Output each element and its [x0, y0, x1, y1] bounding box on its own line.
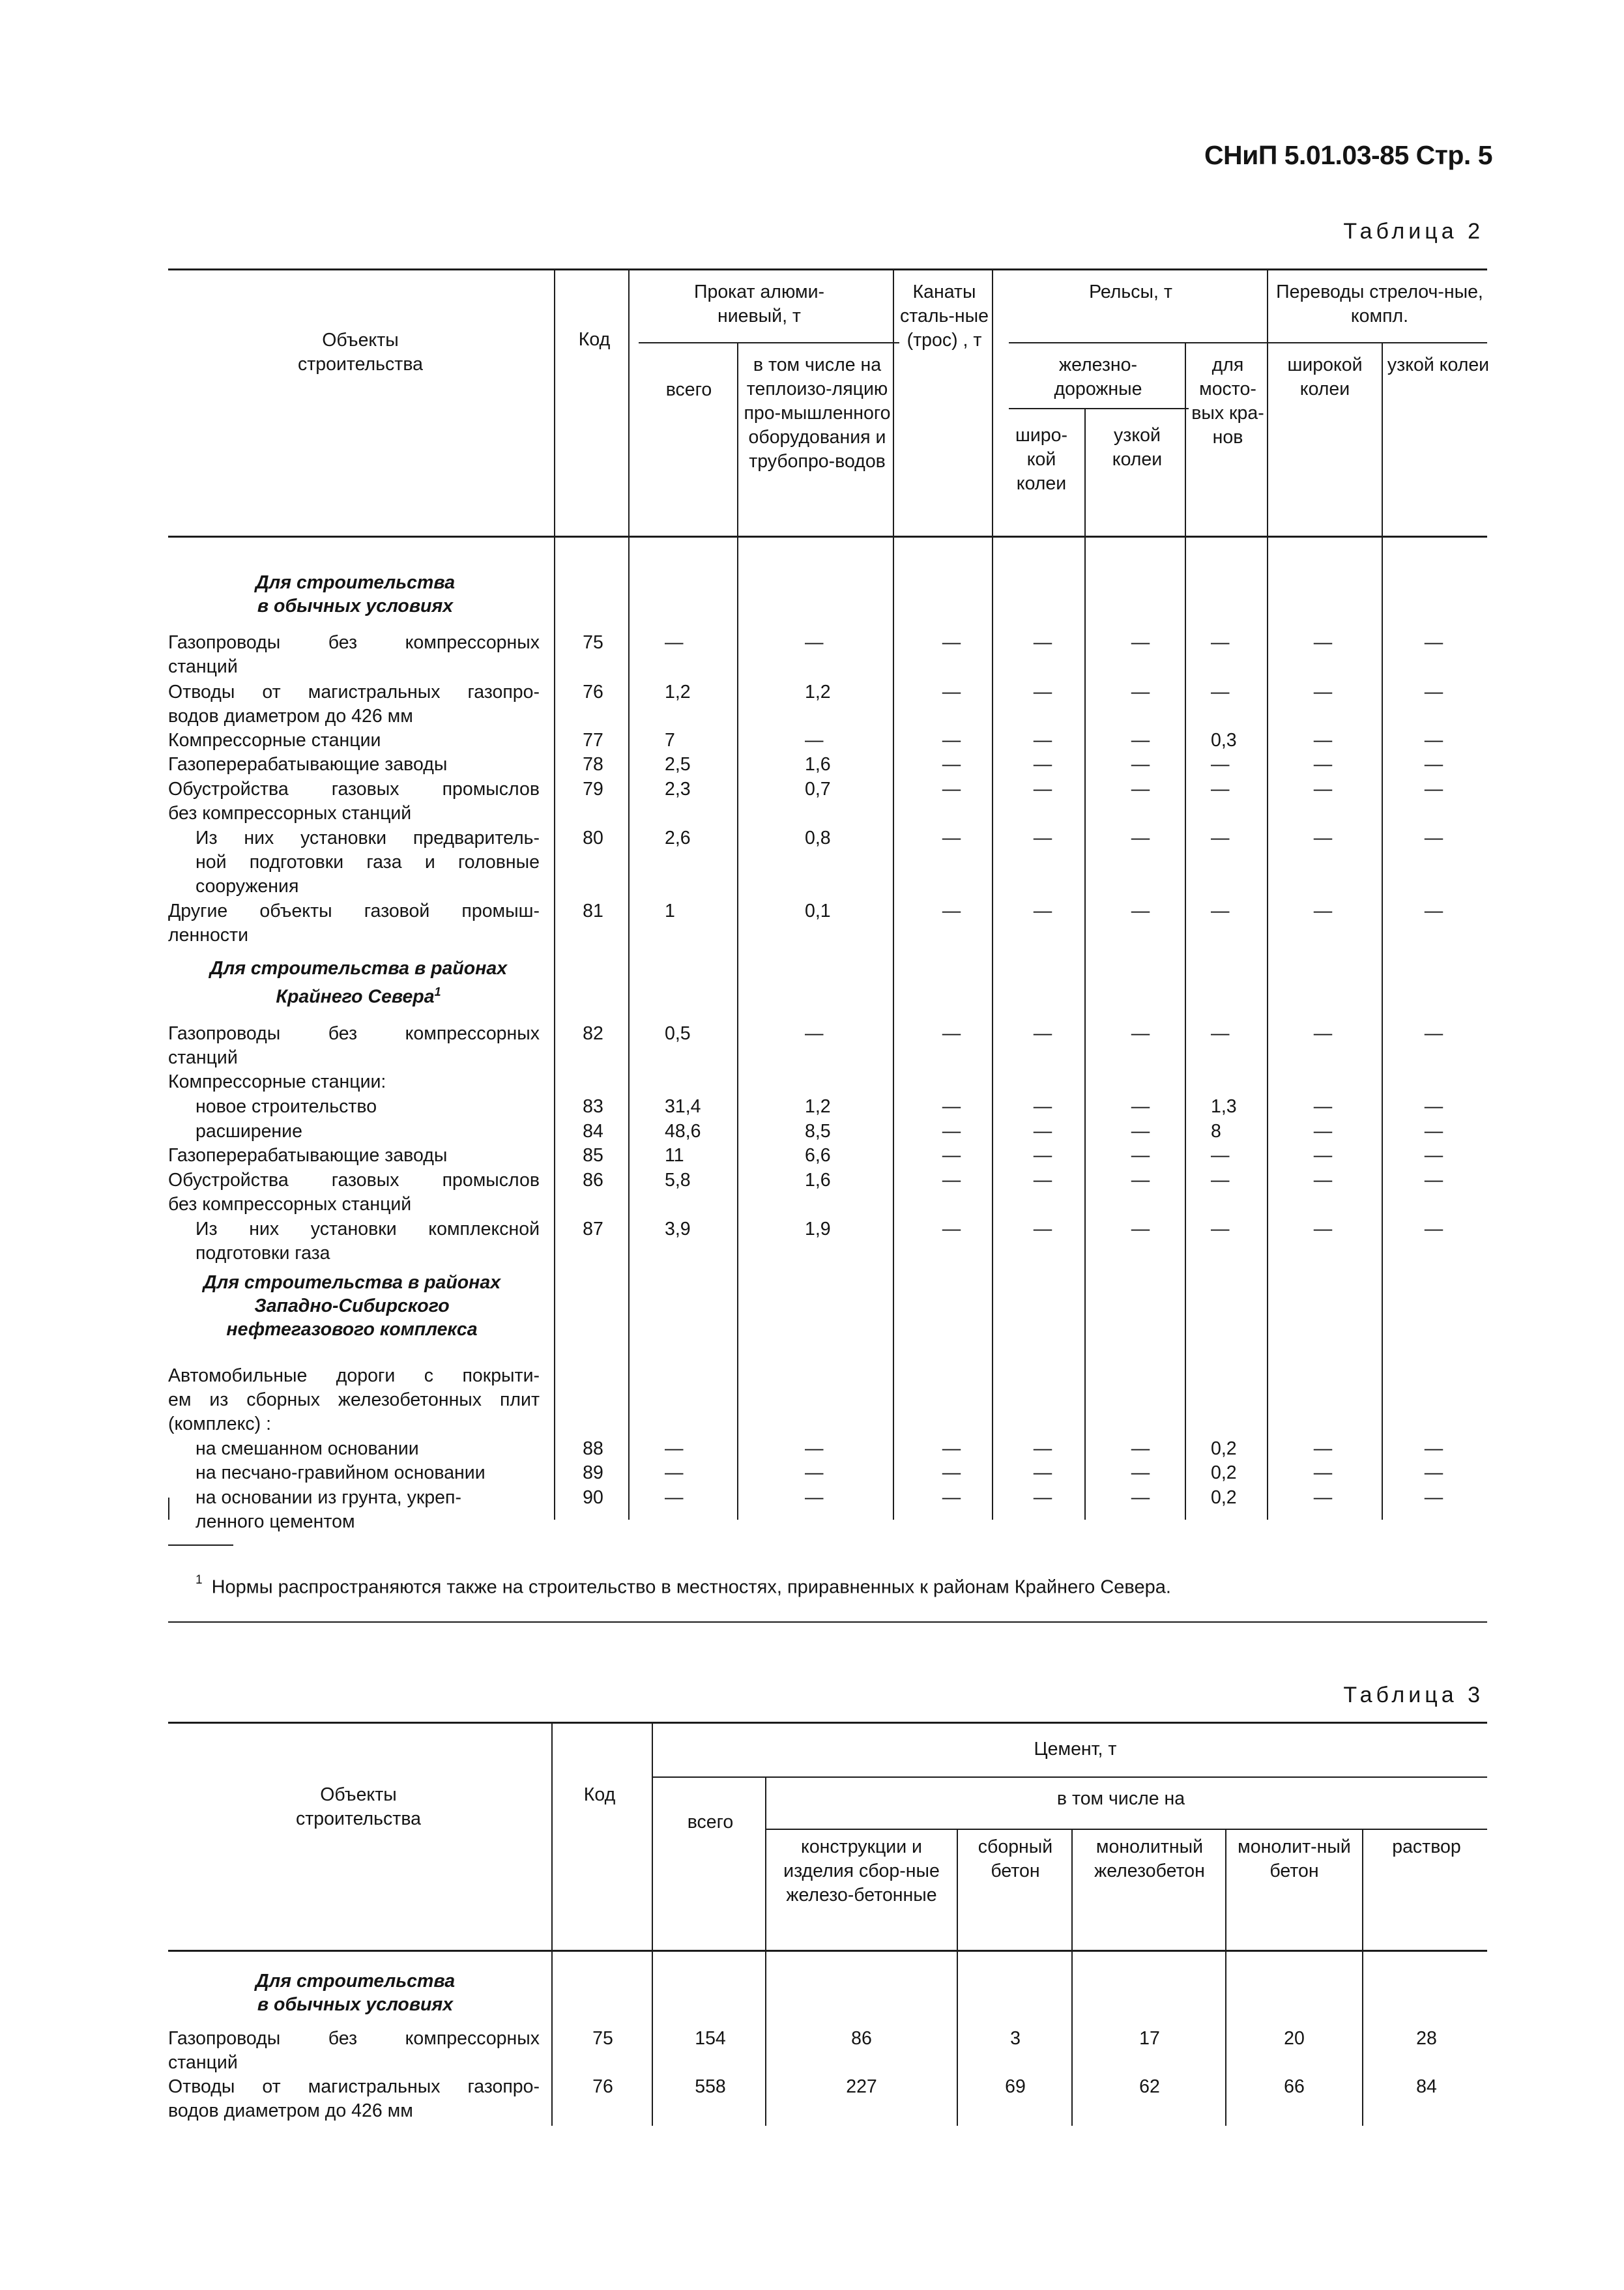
t2-row-value: 1,2: [805, 682, 831, 703]
t2-row-value: 0,2: [1211, 1438, 1237, 1459]
footnote-rule-bottom: [168, 1621, 1487, 1623]
t2-row-value: 6,6: [805, 1145, 831, 1166]
table2-col-rule: [992, 268, 993, 1520]
t2-row-value: —: [1033, 1121, 1052, 1142]
t2-row-name-line: станций: [168, 656, 238, 677]
t3-row-value: 154: [695, 2028, 726, 2049]
t2-row-value: —: [1424, 1438, 1443, 1459]
t2-row-value: 0,2: [1211, 1462, 1237, 1483]
t2-row-value: —: [1313, 1121, 1333, 1142]
t2-row-name-line: (комплекс) :: [168, 1413, 272, 1434]
t2-row-name-line: Отводы от магистральных газопро-: [168, 682, 540, 703]
t2-row-name-line: Другие объекты газовой промыш-: [168, 901, 540, 921]
t2-row-value: 2,6: [665, 828, 691, 848]
t2-row-value: —: [1131, 779, 1150, 800]
table2-header-bottom-rule: [168, 536, 1487, 538]
t2-row-code: 80: [583, 828, 603, 848]
t3-header-total: всего: [687, 1812, 734, 1833]
table3-top-rule: [168, 1722, 1487, 1724]
t3-row-value: 227: [846, 2076, 877, 2097]
t2-row-name-line: расширение: [196, 1121, 302, 1142]
table2-left-stub-rule: [168, 1498, 169, 1520]
t2-row-value: —: [1131, 1023, 1150, 1044]
t2-row-value: —: [1424, 1121, 1443, 1142]
t2-row-name-line: без компрессорных станций: [168, 1194, 412, 1215]
t2-row-value: —: [1131, 1487, 1150, 1508]
t2-row-value: —: [1131, 1170, 1150, 1191]
table3-sub-rule: [652, 1776, 1487, 1778]
t2-row-value: —: [805, 1438, 824, 1459]
t2-row-code: 85: [583, 1145, 603, 1166]
t2-row-value: —: [1033, 1462, 1052, 1483]
t2-section-3: Для строительства в районах Западно-Сибирского нефтегазового комплекса: [203, 1272, 501, 1340]
t2-row-name-line: Газопроводы без компрессорных: [168, 1023, 540, 1044]
t2-row-value: —: [1131, 632, 1150, 653]
t2-row-code: 83: [583, 1096, 603, 1117]
t2-row-value: 31,4: [665, 1096, 701, 1117]
t2-row-value: —: [1131, 1438, 1150, 1459]
t2-row-value: —: [1033, 1145, 1052, 1166]
t2-row-name-line: Газопроводы без компрессорных: [168, 632, 540, 653]
t2-header-rail-bridge: для мосто-вых кра-нов: [1191, 355, 1264, 448]
t3-row-code: 75: [592, 2028, 613, 2049]
t2-row-value: 1,6: [805, 1170, 831, 1191]
t3-row-value: 28: [1416, 2028, 1437, 2049]
t2-row-value: —: [1313, 1219, 1333, 1239]
t2-row-name-line: Из них установки комплексной: [196, 1219, 540, 1239]
t2-row-code: 89: [583, 1462, 603, 1483]
t2-row-value: —: [1033, 1219, 1052, 1239]
t3-row-value: 17: [1139, 2028, 1160, 2049]
t2-row-code: 77: [583, 730, 603, 751]
t2-section-2-text: Для строительства в районах Крайнего Севера: [209, 958, 508, 1007]
t2-row-value: —: [1211, 1219, 1230, 1239]
t2-row-value: —: [1313, 632, 1333, 653]
t2-row-value: —: [1313, 1170, 1333, 1191]
t2-header-rail-narrow: узкой колеи: [1112, 425, 1163, 470]
t2-row-code: 90: [583, 1487, 603, 1508]
table2-subheader-rule: [639, 342, 899, 343]
t2-row-name-line: подготовки газа: [196, 1243, 330, 1264]
t2-row-name-line: Из них установки предваритель-: [196, 828, 540, 848]
t2-row-value: —: [665, 1487, 684, 1508]
t2-row-value: 2,5: [665, 754, 691, 775]
t2-row-value: —: [805, 1023, 824, 1044]
footnote-text: Нормы распространяются также на строительство в местностях, приравненных к районам Крайнего Севера.: [211, 1576, 1171, 1598]
t2-row-value: —: [1211, 779, 1230, 800]
t2-row-value: —: [1313, 1145, 1333, 1166]
t2-row-value: —: [1211, 1170, 1230, 1191]
t2-row-value: —: [1033, 1438, 1052, 1459]
t2-row-value: 0,8: [805, 828, 831, 848]
t3-row-value: 66: [1284, 2076, 1305, 2097]
t2-row-value: —: [1131, 1121, 1150, 1142]
t2-section-1: Для строительства в обычных условиях: [255, 572, 456, 616]
table2-col-rule: [737, 342, 738, 1520]
t2-row-name-line: Автомобильные дороги с покрыти-: [168, 1365, 540, 1386]
t2-row-value: —: [1033, 730, 1052, 751]
table2-col-rule: [1084, 408, 1086, 1520]
t2-row-value: —: [1424, 828, 1443, 848]
t2-row-code: 76: [583, 682, 603, 703]
t2-row-value: —: [1033, 1170, 1052, 1191]
table3-col-rule: [957, 1829, 958, 2126]
t2-row-value: —: [1424, 1023, 1443, 1044]
t2-row-value: —: [942, 1023, 961, 1044]
t2-row-value: —: [942, 1170, 961, 1191]
table2-subheader-rule: [1009, 408, 1189, 409]
t2-row-value: 11: [665, 1145, 684, 1166]
t2-row-value: —: [805, 730, 824, 751]
t2-row-value: —: [1313, 901, 1333, 921]
t2-row-value: —: [1424, 1462, 1443, 1483]
footnote-rule-top: [168, 1544, 233, 1546]
t2-row-value: —: [1313, 682, 1333, 703]
t2-row-code: 88: [583, 1438, 603, 1459]
t2-row-value: —: [1313, 1462, 1333, 1483]
t2-row-value: —: [1313, 1023, 1333, 1044]
t2-row-value: —: [942, 828, 961, 848]
t3-header-code: Код: [583, 1784, 616, 1805]
t2-row-name-line: Газоперерабатывающие заводы: [168, 1145, 448, 1166]
t3-header-monolith-rc: монолитный железобетон: [1094, 1836, 1205, 1881]
t2-section-2: [189, 957, 528, 1009]
t2-row-value: —: [665, 1462, 684, 1483]
t2-header-al-incl: в том числе на теплоизо-ляцию про-мышленного оборудования и трубопро-водов: [744, 355, 891, 472]
t2-header-switches: Переводы стрелоч-ные, компл.: [1276, 282, 1483, 326]
t3-header-mortar: раствор: [1392, 1836, 1461, 1857]
table3-col-rule: [551, 1722, 553, 2126]
t3-row-value: 69: [1005, 2076, 1026, 2097]
t2-row-code: 82: [583, 1023, 603, 1044]
t2-row-value: 5,8: [665, 1170, 691, 1191]
table2-col-rule: [628, 268, 630, 1520]
t2-row-value: 1,6: [805, 754, 831, 775]
table3-col-rule: [1225, 1829, 1226, 2126]
t2-row-value: —: [1424, 779, 1443, 800]
t2-row-value: —: [1211, 1145, 1230, 1166]
t2-row-value: 1,9: [805, 1219, 831, 1239]
t2-row-value: —: [1424, 632, 1443, 653]
t2-row-value: —: [1424, 1145, 1443, 1166]
footnote: [196, 1573, 1171, 1599]
table2-col-rule: [893, 268, 894, 1520]
t2-header-rail-rw: железно-дорожные: [1054, 355, 1142, 399]
t3-section-1: Для строительства в обычных условиях: [255, 1971, 456, 2015]
t2-row-value: —: [805, 632, 824, 653]
t2-section-2-sup: 1: [434, 985, 441, 998]
t3-row-name-line: станций: [168, 2052, 238, 2073]
t2-row-value: —: [1424, 730, 1443, 751]
t2-row-value: —: [1424, 682, 1443, 703]
table2-col-rule: [1267, 268, 1268, 1520]
t2-row-value: —: [1131, 682, 1150, 703]
t2-row-value: —: [942, 1121, 961, 1142]
t2-row-value: 1,3: [1211, 1096, 1237, 1117]
t2-row-value: —: [942, 779, 961, 800]
t2-row-value: —: [1033, 632, 1052, 653]
t2-row-value: 0,3: [1211, 730, 1237, 751]
t2-row-value: —: [665, 632, 684, 653]
t2-row-value: —: [1211, 632, 1230, 653]
t2-header-rails: Рельсы, т: [1089, 282, 1172, 302]
t2-row-name-line: новое строительство: [196, 1096, 377, 1117]
t2-row-value: 2,3: [665, 779, 691, 800]
t2-row-value: —: [942, 1219, 961, 1239]
t2-row-value: —: [805, 1462, 824, 1483]
t2-row-value: —: [1313, 754, 1333, 775]
t2-row-value: —: [1033, 754, 1052, 775]
t2-row-code: 86: [583, 1170, 603, 1191]
t2-row-name-line: станций: [168, 1047, 238, 1068]
t3-row-value: 20: [1284, 2028, 1305, 2049]
t2-row-name-line: ной подготовки газа и головные: [196, 852, 540, 873]
t3-row-name-line: Отводы от магистральных газопро-: [168, 2076, 540, 2097]
table3-col-rule: [765, 1776, 766, 2126]
t2-row-value: —: [1211, 682, 1230, 703]
t2-row-value: —: [1033, 779, 1052, 800]
t3-row-value: 62: [1139, 2076, 1160, 2097]
table3-col-rule: [652, 1722, 653, 2126]
t2-row-name-line: Газоперерабатывающие заводы: [168, 754, 448, 775]
t2-row-name-line: на основании из грунта, укреп-: [196, 1487, 461, 1508]
t2-row-value: —: [942, 1438, 961, 1459]
t2-row-name-line: сооружения: [196, 876, 299, 897]
t2-row-name-line: на смешанном основании: [196, 1438, 419, 1459]
table2-col-rule: [554, 268, 555, 1520]
table3-col-rule: [1362, 1829, 1363, 2126]
t2-row-value: —: [942, 1487, 961, 1508]
t2-row-value: —: [1211, 901, 1230, 921]
t2-header-sw-wide: широкой колеи: [1287, 355, 1363, 399]
t3-header-constr: конструкции и изделия сбор-ные железо-бетонные: [783, 1836, 940, 1906]
t2-row-value: —: [1424, 1487, 1443, 1508]
t2-row-value: 1,2: [665, 682, 691, 703]
page-header: СНиП 5.01.03-85 Стр. 5: [1204, 140, 1492, 170]
t2-row-value: 0,1: [805, 901, 831, 921]
t2-row-name-line: ленности: [168, 925, 249, 946]
t2-header-code: Код: [578, 329, 611, 350]
t2-row-name-line: водов диаметром до 426 мм: [168, 706, 413, 727]
t2-row-value: —: [1131, 1145, 1150, 1166]
t3-row-name-line: водов диаметром до 426 мм: [168, 2100, 413, 2121]
t2-row-value: —: [1033, 1023, 1052, 1044]
t2-row-value: —: [805, 1487, 824, 1508]
t2-row-value: 3,9: [665, 1219, 691, 1239]
t2-row-value: —: [1131, 1219, 1150, 1239]
t2-row-value: —: [1033, 1487, 1052, 1508]
t3-header-objects: Объекты строительства: [295, 1784, 421, 1829]
t3-row-name-line: Газопроводы без компрессорных: [168, 2028, 540, 2049]
t2-row-value: —: [1424, 1096, 1443, 1117]
t2-row-value: —: [1131, 828, 1150, 848]
t2-row-value: —: [1313, 828, 1333, 848]
t3-row-value: 86: [851, 2028, 872, 2049]
t2-row-value: —: [1131, 901, 1150, 921]
t2-row-value: —: [942, 754, 961, 775]
t2-row-value: —: [1033, 901, 1052, 921]
t2-row-name-line: Обустройства газовых промыслов: [168, 779, 540, 800]
t2-row-value: —: [1424, 1219, 1443, 1239]
t3-row-code: 76: [592, 2076, 613, 2097]
t2-row-value: —: [1033, 828, 1052, 848]
t2-header-sw-narrow: узкой колеи: [1387, 355, 1490, 375]
t2-row-name-line: Обустройства газовых промыслов: [168, 1170, 540, 1191]
t2-row-code: 84: [583, 1121, 603, 1142]
t2-row-value: —: [942, 682, 961, 703]
t2-row-value: —: [1131, 730, 1150, 751]
t2-row-name-line: Компрессорные станции:: [168, 1071, 386, 1092]
t2-header-rail-wide: широ-кой колеи: [1015, 425, 1067, 494]
t2-row-value: —: [1033, 682, 1052, 703]
t3-row-value: 84: [1416, 2076, 1437, 2097]
table3-label: Таблица 3: [1343, 1683, 1484, 1707]
t2-row-name-line: на песчано-гравийном основании: [196, 1462, 486, 1483]
t2-row-code: 79: [583, 779, 603, 800]
t2-row-name-line: ленного цементом: [196, 1511, 355, 1532]
t2-row-value: —: [942, 1145, 961, 1166]
t2-row-value: —: [1131, 754, 1150, 775]
t2-row-value: 0,7: [805, 779, 831, 800]
t2-row-code: 78: [583, 754, 603, 775]
t3-header-incl: в том числе на: [1056, 1788, 1185, 1809]
t2-row-value: 8: [1211, 1121, 1221, 1142]
t2-row-value: —: [942, 901, 961, 921]
t2-row-value: —: [942, 1096, 961, 1117]
t2-row-value: 0,5: [665, 1023, 691, 1044]
t2-row-value: —: [1424, 754, 1443, 775]
t3-header-precast: сборный бетон: [978, 1836, 1053, 1881]
table3-header-bottom-rule: [168, 1950, 1487, 1952]
t2-row-value: —: [942, 730, 961, 751]
t2-row-value: 8,5: [805, 1121, 831, 1142]
t2-row-code: 87: [583, 1219, 603, 1239]
t2-row-value: 0,2: [1211, 1487, 1237, 1508]
footnote-mark: 1: [196, 1573, 203, 1587]
table2-top-rule: [168, 268, 1487, 270]
t2-row-value: —: [1211, 828, 1230, 848]
t2-row-value: —: [1211, 754, 1230, 775]
table3-sub-rule: [766, 1829, 1487, 1830]
table2-subheader-rule: [1009, 342, 1487, 343]
t2-row-value: —: [1131, 1096, 1150, 1117]
t2-row-value: —: [1313, 730, 1333, 751]
t2-row-value: —: [1131, 1462, 1150, 1483]
t2-row-value: —: [1313, 1487, 1333, 1508]
t2-row-value: 48,6: [665, 1121, 701, 1142]
t3-header-monolith: монолит-ный бетон: [1238, 1836, 1351, 1881]
t2-row-value: —: [942, 1462, 961, 1483]
t3-row-value: 3: [1010, 2028, 1021, 2049]
t2-row-value: 1,2: [805, 1096, 831, 1117]
t3-header-cement: Цемент, т: [1034, 1739, 1117, 1760]
t3-row-value: 558: [695, 2076, 726, 2097]
t2-row-value: —: [1211, 1023, 1230, 1044]
table3-col-rule: [1071, 1829, 1073, 2126]
t2-row-name-line: ем из сборных железобетонных плит: [168, 1389, 540, 1410]
t2-row-value: —: [1313, 1438, 1333, 1459]
t2-row-code: 81: [583, 901, 603, 921]
t2-header-objects: Объекты строительства: [297, 330, 423, 375]
t2-row-value: 7: [665, 730, 675, 751]
t2-row-value: —: [942, 632, 961, 653]
table2-col-rule: [1185, 342, 1186, 1520]
table2-col-rule: [1382, 342, 1383, 1520]
t2-row-value: —: [1424, 1170, 1443, 1191]
t2-row-value: —: [1313, 779, 1333, 800]
t2-row-value: —: [1424, 901, 1443, 921]
t2-row-value: —: [1033, 1096, 1052, 1117]
t2-header-al-total: всего: [665, 379, 712, 400]
t2-row-name-line: Компрессорные станции: [168, 730, 381, 751]
t2-row-value: 1: [665, 901, 675, 921]
t2-row-value: —: [665, 1438, 684, 1459]
t2-header-aluminum: Прокат алюми-ниевый, т: [693, 282, 824, 326]
table2-label: Таблица 2: [1343, 219, 1484, 244]
t2-row-code: 75: [583, 632, 603, 653]
t2-row-value: —: [1313, 1096, 1333, 1117]
t2-header-ropes: Канаты сталь-ные (трос) , т: [900, 282, 989, 351]
t2-row-name-line: без компрессорных станций: [168, 803, 412, 824]
